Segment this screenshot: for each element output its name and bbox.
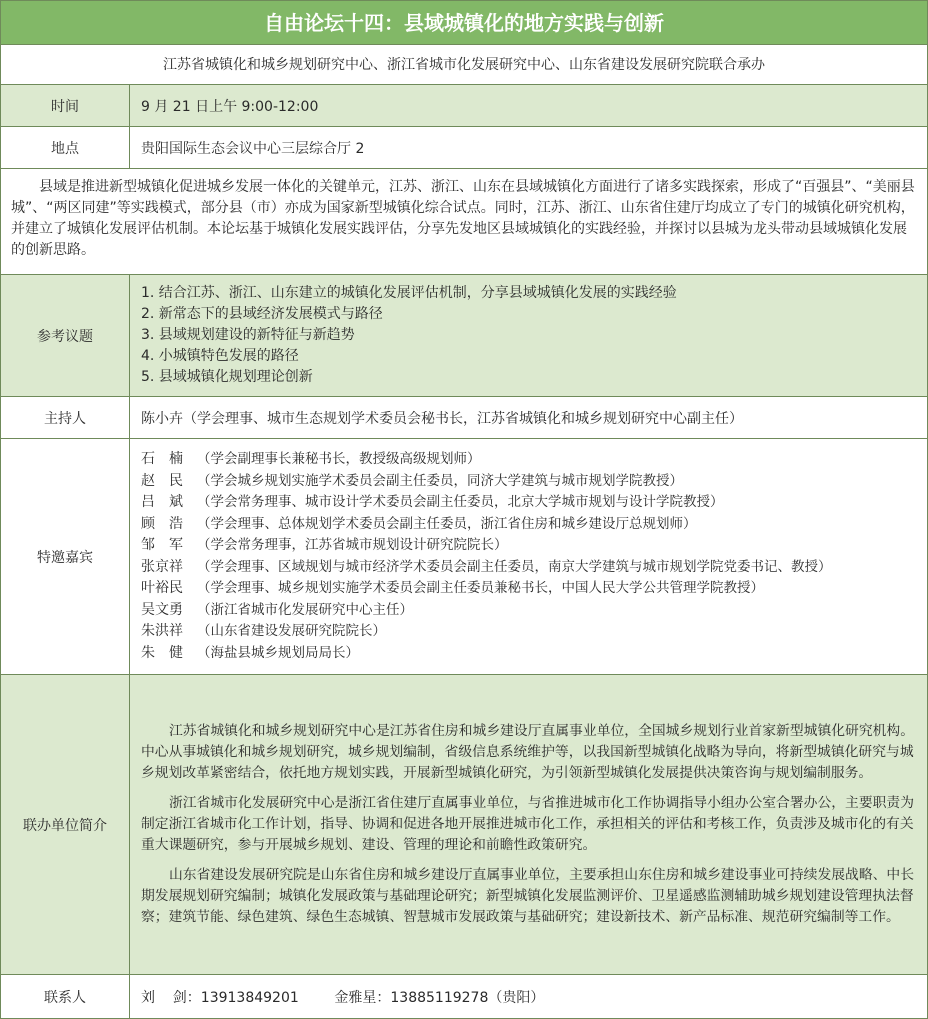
venue-value: 贵阳国际生态会议中心三层综合厅 2 (130, 127, 927, 168)
guest-name: 吴文勇 (141, 601, 183, 618)
guest-item (141, 449, 917, 471)
guest-item (141, 600, 917, 622)
guest-desc: （学会理事、总体规划学术委员会副主任委员，浙江省住房和城乡建设厅总规划师） (197, 515, 697, 532)
host-row (1, 397, 927, 439)
guests-label: 特邀嘉宾 (1, 439, 130, 674)
guest-desc: （浙江省城市化发展研究中心主任） (197, 601, 413, 618)
topic-item: 2. 新常态下的县域经济发展模式与路径 (141, 306, 383, 322)
guest-desc: （学会城乡规划实施学术委员会副主任委员，同济大学建筑与城市规划学院教授） (197, 472, 683, 489)
time-row (1, 85, 927, 127)
guest-desc: （学会理事、区域规划与城市经济学术委员会副主任委员，南京大学建筑与城市规划学院党委书记、教授） (197, 558, 832, 575)
host-value: 陈小卉（学会理事、城市生态规划学术委员会秘书长，江苏省城镇化和城乡规划研究中心副主任） (130, 397, 927, 438)
guest-item (141, 643, 917, 665)
topic-item: 1. 结合江苏、浙江、山东建立的城镇化发展评估机制，分享县域城镇化发展的实践经验 (141, 285, 677, 301)
topic-item: 5. 县域城镇化规划理论创新 (141, 369, 313, 385)
co-organizers-row (1, 675, 927, 975)
guest-name: 朱健 (141, 644, 197, 661)
guest-desc: （学会副理事长兼秘书长，教授级高级规划师） (197, 451, 481, 467)
guest-name: 张京祥 (141, 558, 183, 575)
host-label: 主持人 (1, 397, 130, 438)
time-label: 时间 (1, 85, 130, 126)
guest-desc: （山东省建设发展研究院院长） (197, 623, 386, 639)
guest-name: 朱洪祥 (141, 623, 183, 639)
guest-desc: （学会常务理事、城市设计学术委员会副主任委员，北京大学城市规划与设计学院教授） (197, 494, 724, 510)
contacts-value: 刘 剑：13913849201 金雅星：13885119278（贵阳） (130, 975, 927, 1018)
guest-item (141, 535, 917, 557)
guest-item (141, 492, 917, 514)
guest-name: 顾浩 (141, 515, 197, 532)
co-organizers-label: 联办单位简介 (1, 675, 130, 974)
topics-label: 参考议题 (1, 275, 130, 396)
guest-desc: （学会常务理事，江苏省城市规划设计研究院院长） (197, 537, 508, 553)
contacts-label: 联系人 (1, 975, 130, 1018)
page-title: 自由论坛十四：县域城镇化的地方实践与创新 (1, 1, 927, 45)
guest-name: 赵民 (141, 472, 197, 489)
topics-list (130, 275, 927, 396)
topics-row (1, 275, 927, 397)
time-value: 9 月 21 日上午 9:00-12:00 (130, 85, 927, 126)
guest-item (141, 557, 917, 579)
co-organizer-paragraph: 山东省建设发展研究院是山东省住房和城乡建设厅直属事业单位，主要承担山东住房和城乡建设事业可持续发展战略、中长期发展规划研究编制；城镇化发展政策与基础理论研究；新型城镇化发展监测评价、卫星遥感监测辅助城乡规划建设管理执法督察；建筑节能、绿色建筑、绿色生态城镇、智慧城市发展政策与基础研究；建设新技术、新产品标准、规范研究编制等工作。 (141, 867, 915, 925)
guest-desc: （海盐县城乡规划局局长） (197, 644, 359, 661)
topic-item: 4. 小城镇特色发展的路径 (141, 348, 299, 364)
guest-item (141, 514, 917, 536)
guest-desc: （学会理事、城乡规划实施学术委员会副主任委员兼秘书长，中国人民大学公共管理学院教授） (197, 580, 764, 596)
venue-row (1, 127, 927, 169)
guests-list (130, 439, 927, 674)
guest-name: 邹军 (141, 537, 197, 553)
guest-item (141, 578, 917, 600)
co-organizer-paragraph: 江苏省城镇化和城乡规划研究中心是江苏省住房和城乡建设厅直属事业单位，全国城乡规划行业首家新型城镇化研究机构。中心从事城镇化和城乡规划研究，城乡规划编制，省级信息系统维护等，以我国新型城镇化战略为导向，将新型城镇化研究与城乡规划改革紧密结合，依托地方规划实践，开展新型城镇化研究，为引领新型城镇化发展提供决策咨询与规划编制服务。 (141, 723, 915, 781)
topic-item: 3. 县域规划建设的新特征与新趋势 (141, 327, 355, 343)
organizers-line: 江苏省城镇化和城乡规划研究中心、浙江省城市化发展研究中心、山东省建设发展研究院联合承办 (1, 45, 927, 85)
guest-item (141, 471, 917, 493)
guest-item (141, 621, 917, 643)
guest-name: 石楠 (141, 451, 197, 467)
co-organizer-paragraph: 浙江省城市化发展研究中心是浙江省住建厅直属事业单位，与省推进城市化工作协调指导小组办公室合署办公，主要职责为制定浙江省城市化工作计划，指导、协调和促进各地开展推进城市化工作，承担相关的评估和考核工作，负责涉及城市化的有关重大课题研究，参与开展城乡规划、建设、管理的理论和前瞻性政策研究。 (141, 795, 915, 853)
guest-name: 吕斌 (141, 494, 197, 510)
guests-row (1, 439, 927, 675)
venue-label: 地点 (1, 127, 130, 168)
introduction-text: 县域是推进新型城镇化促进城乡发展一体化的关键单元，江苏、浙江、山东在县域城镇化方面进行了诸多实践探索，形成了“百强县”、“美丽县城”、“两区同建”等实践模式，部分县（市）亦成为国家新型城镇化综合试点。同时，江苏、浙江、山东省住建厅均成立了专门的城镇化研究机构，并建立了城镇化发展评估机制。本论坛基于城镇化发展实践评估，分享先发地区县域城镇化的实践经验，并探讨以县城为龙头带动县域城镇化发展的创新思路。 (1, 169, 927, 275)
guest-name: 叶裕民 (141, 580, 183, 596)
co-organizers-text (130, 675, 927, 974)
contacts-row (1, 975, 927, 1018)
